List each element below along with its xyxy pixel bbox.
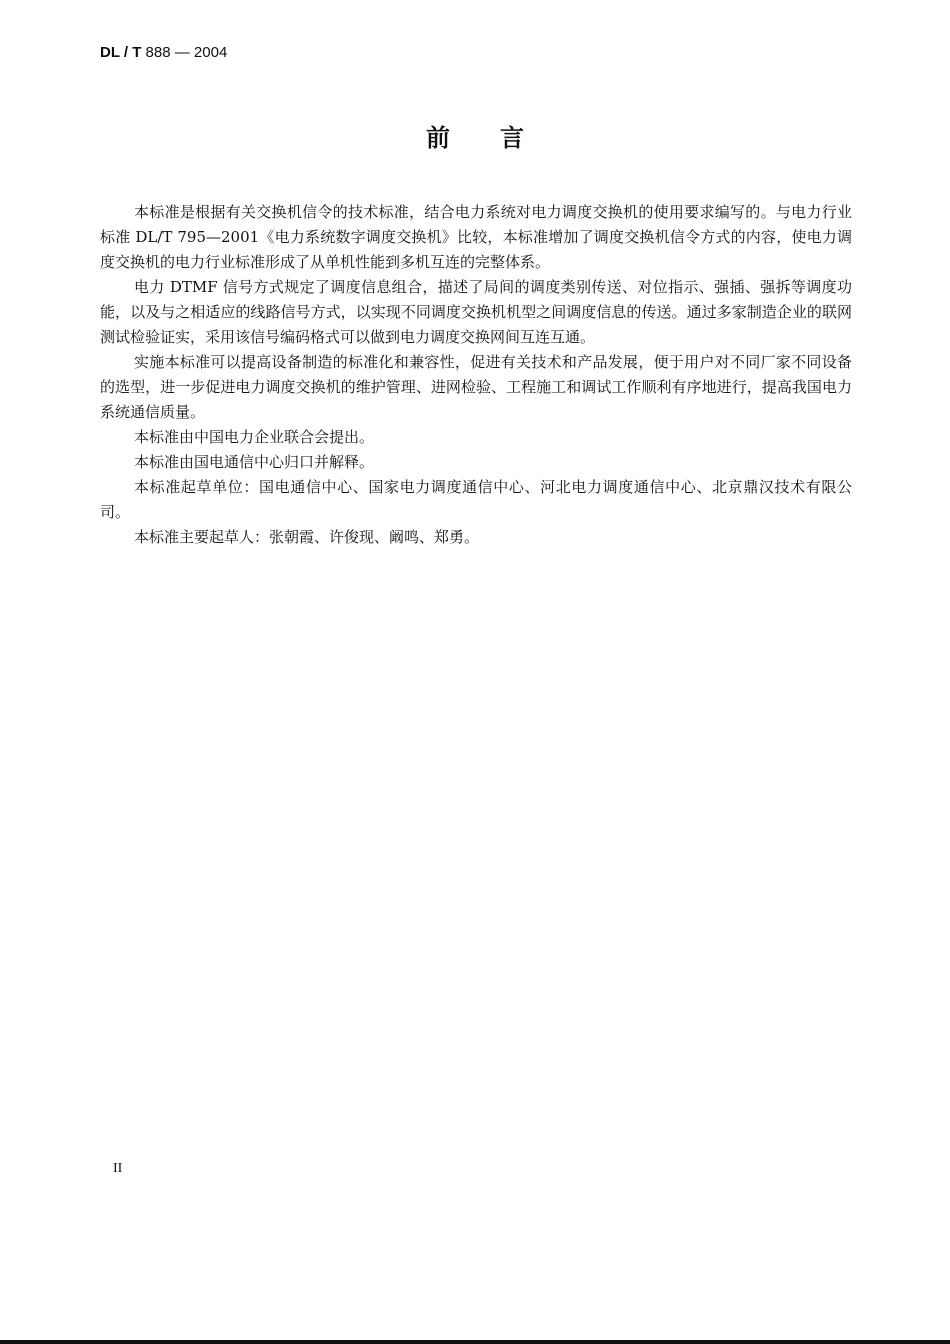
paragraph: 电力 DTMF 信号方式规定了调度信息组合，描述了局间的调度类别传送、对位指示、强插、强拆等调度功能，以及与之相适应的线路信号方式，以实现不同调度交换机机型之间调度信息的传送。通过多家制造企业的联网测试检验证实，采用该信号编码格式可以做到电力调度交换网间互连互通。 [100, 278, 852, 346]
paragraph: 本标准由国电通信中心归口并解释。 [134, 453, 375, 471]
bottom-border [0, 1340, 950, 1344]
paragraph: 本标准起草单位：国电通信中心、国家电力调度通信中心、河北电力调度通信中心、北京鼎汉技术有限公司。 [100, 478, 852, 521]
foreword-body [100, 200, 852, 550]
paragraph: 本标准是根据有关交换机信令的技术标准，结合电力系统对电力调度交换机的使用要求编写的。与电力行业标准 DL/T 795—2001《电力系统数字调度交换机》比较，本标准增加了调度交换机信令方式的内容，使电力调度交换机的电力行业标准形成了从单机性能到多机互连的完整体系。 [100, 203, 852, 271]
paragraph: 本标准由中国电力企业联合会提出。 [134, 428, 375, 446]
standard-number: 888 — 2004 [141, 44, 228, 61]
page-number: II [113, 1161, 123, 1176]
standard-code-header [100, 43, 227, 63]
standard-prefix: DL / T [100, 44, 142, 61]
paragraph: 实施本标准可以提高设备制造的标准化和兼容性，促进有关技术和产品发展，便于用户对不同厂家不同设备的选型，进一步促进电力调度交换机的维护管理、进网检验、工程施工和调试工作顺利有序地进行，提高我国电力系统通信质量。 [100, 353, 852, 421]
page-title: 前言 [426, 124, 574, 152]
paragraph: 本标准主要起草人：张朝霞、许俊现、阚鸣、郑勇。 [134, 528, 480, 546]
